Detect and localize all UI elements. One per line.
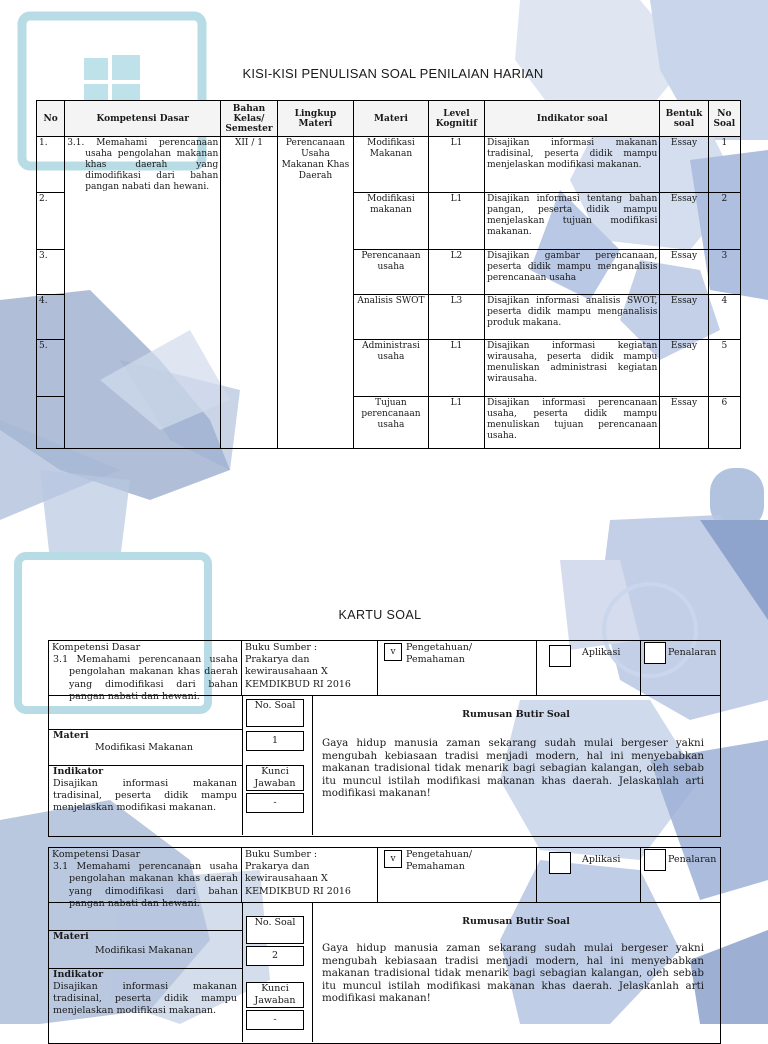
header-bahan: Bahan Kelas/ Semester: [221, 101, 277, 137]
buku-text: Prakarya dan kewirausahaan X KEMDIKBUD RI 2016: [245, 861, 351, 897]
option-aplikasi: Aplikasi: [582, 854, 621, 865]
nosoal-value: 2: [246, 946, 304, 966]
indikator-label: Indikator: [53, 969, 104, 980]
cell-nosoal: 1: [708, 137, 740, 193]
cell-indikator: Disajikan gambar perencanaan, peserta didik mampu menganalisis perencanaan usaha: [485, 250, 660, 295]
header-level: Level Kognitif: [428, 101, 484, 137]
cell-kd: 3.1. Memahami perencanaan usaha pengolahan makanan khas daerah yang dimodifikasi dari bahan pangan nabati dan hewani.: [65, 137, 221, 449]
left-info-column: [49, 902, 243, 1042]
card-top-row: [49, 641, 720, 702]
indikator-label: Indikator: [53, 766, 104, 777]
kd-label: Kompetensi Dasar: [52, 849, 141, 860]
cell-indikator: Disajikan informasi tentang bahan pangan, peserta didik mampu menjelaskan tujuan modifikasi makanan.: [485, 193, 660, 250]
kisi-kisi-table: [36, 100, 741, 449]
cell-bahan: XII / 1: [221, 137, 277, 449]
cell-level: L1: [428, 340, 484, 397]
cell-no: 2.: [37, 193, 65, 250]
cell-no: 1.: [37, 137, 65, 193]
cell-bentuk: Essay: [660, 193, 708, 250]
cell-level: L1: [428, 193, 484, 250]
kartu-soal-card-1: [48, 640, 721, 837]
page-title: KISI-KISI PENULISAN SOAL PENILAIAN HARIAN: [242, 66, 544, 81]
cell-materi: Tujuan perencanaan usaha: [354, 397, 429, 449]
cognitive-options: [378, 848, 720, 902]
nosoal-label: No. Soal: [246, 916, 304, 944]
card-bottom-row: [49, 695, 720, 835]
rumusan-title: Rumusan Butir Soal: [462, 916, 570, 927]
cell-materi: Administrasi usaha: [354, 340, 429, 397]
option-pengetahuan: Pengetahuan/ Pemahaman: [406, 642, 473, 665]
rumusan-column: [312, 902, 720, 1042]
cell-no: 4.: [37, 295, 65, 340]
kd-label: Kompetensi Dasar: [52, 642, 141, 653]
cell-materi: Modifikasi makanan: [354, 193, 429, 250]
indikator-text: Disajikan informasi makanan tradisinal, peserta didik mampu menjelaskan modifikasi makanan.: [53, 778, 237, 814]
divider: [640, 641, 641, 695]
cell-indikator: Disajikan informasi perencanaan usaha, peserta didik mampu menuliskan tujuan perencanaan usaha.: [485, 397, 660, 449]
cognitive-options: [378, 641, 720, 695]
materi-text: Modifikasi Makanan: [95, 945, 193, 956]
check-penalaran[interactable]: [644, 849, 666, 871]
cell-bentuk: Essay: [660, 340, 708, 397]
rumusan-column: [312, 695, 720, 835]
option-aplikasi: Aplikasi: [582, 647, 621, 658]
card-bottom-row: [49, 902, 720, 1042]
divider: [640, 848, 641, 902]
check-pengetahuan[interactable]: v: [384, 643, 402, 661]
cell-materi: Perencanaan usaha: [354, 250, 429, 295]
table-row: [37, 137, 741, 193]
kunci-label: Kunci Jawaban: [246, 765, 304, 791]
header-bentuk: Bentuk soal: [660, 101, 708, 137]
cell-no: 5.: [37, 340, 65, 397]
cell-nosoal: 3: [708, 250, 740, 295]
rumusan-text: Gaya hidup manusia zaman sekarang sudah mulai bergeser yakni mengubah kebiasaan tradisi menjadi modern, hal ini menyebabkan makanan tradisional tidak menarik bagi sebagian kalangan, oleh sebab itu muncul istilah modifikasi makanan khas daerah. Jelaskanlah arti modifikasi makanan!: [322, 942, 704, 1005]
cell-materi: Modifikasi Makanan: [354, 137, 429, 193]
indikator-text: Disajikan informasi makanan tradisinal, peserta didik mampu menjelaskan modifikasi makanan.: [53, 981, 237, 1017]
cell-nosoal: 5: [708, 340, 740, 397]
buku-cell: [242, 641, 378, 695]
rumusan-title: Rumusan Butir Soal: [462, 709, 570, 720]
header-materi: Materi: [354, 101, 429, 137]
kd-text: 3.1 Memahami perencanaan usaha pengolahan makanan khas daerah yang dimodifikasi dari bahan pangan nabati dan hewani.: [53, 861, 238, 909]
kunci-value: -: [246, 793, 304, 813]
check-pengetahuan[interactable]: v: [384, 850, 402, 868]
header-kd: Kompetensi Dasar: [65, 101, 221, 137]
cell-bentuk: Essay: [660, 295, 708, 340]
divider: [536, 848, 537, 902]
cell-bentuk: Essay: [660, 250, 708, 295]
header-lingkup: Lingkup Materi: [277, 101, 354, 137]
option-penalaran: Penalaran: [668, 647, 717, 658]
header-indikator: Indikator soal: [485, 101, 660, 137]
option-penalaran: Penalaran: [668, 854, 717, 865]
cell-level: L3: [428, 295, 484, 340]
cell-nosoal: 6: [708, 397, 740, 449]
nosoal-column: [242, 695, 313, 835]
kd-cell: [49, 641, 242, 702]
cell-indikator: Disajikan informasi makanan tradisinal, peserta didik mampu menjelaskan modifikasi makanan.: [485, 137, 660, 193]
materi-label: Materi: [53, 931, 89, 942]
kunci-label: Kunci Jawaban: [246, 982, 304, 1008]
materi-text: Modifikasi Makanan: [95, 742, 193, 753]
left-info-column: [49, 695, 243, 835]
kunci-value: -: [246, 1010, 304, 1030]
cell-level: L1: [428, 137, 484, 193]
kd-text: 3.1 Memahami perencanaan usaha pengolahan makanan khas daerah yang dimodifikasi dari bahan pangan nabati dan hewani.: [53, 654, 238, 702]
option-pengetahuan: Pengetahuan/ Pemahaman: [406, 849, 473, 872]
cell-indikator: Disajikan informasi analisis SWOT, peserta didik mampu menganalisis produk makana.: [485, 295, 660, 340]
table-header-row: [37, 101, 741, 137]
header-no: No: [37, 101, 65, 137]
kartu-soal-title: KARTU SOAL: [338, 608, 422, 622]
header-nosoal: No Soal: [708, 101, 740, 137]
cell-level: L2: [428, 250, 484, 295]
cell-bentuk: Essay: [660, 137, 708, 193]
cell-lingkup: Perencanaan Usaha Makanan Khas Daerah: [277, 137, 354, 449]
nosoal-label: No. Soal: [246, 699, 304, 727]
buku-label: Buku Sumber :: [245, 642, 318, 653]
card-top-row: [49, 848, 720, 909]
nosoal-value: 1: [246, 731, 304, 751]
cell-nosoal: 4: [708, 295, 740, 340]
cell-materi: Analisis SWOT: [354, 295, 429, 340]
buku-label: Buku Sumber :: [245, 849, 318, 860]
buku-text: Prakarya dan kewirausahaan X KEMDIKBUD RI 2016: [245, 654, 351, 690]
cell-no: [37, 397, 65, 449]
kd-cell: [49, 848, 242, 909]
divider: [536, 641, 537, 695]
buku-cell: [242, 848, 378, 902]
check-penalaran[interactable]: [644, 642, 666, 664]
kartu-soal-card-2: [48, 847, 721, 1044]
nosoal-column: [242, 902, 313, 1042]
cell-indikator: Disajikan informasi kegiatan wirausaha, peserta didik mampu menuliskan administrasi kegiatan wirausaha.: [485, 340, 660, 397]
cell-bentuk: Essay: [660, 397, 708, 449]
rumusan-text: Gaya hidup manusia zaman sekarang sudah mulai bergeser yakni mengubah kebiasaan tradisi menjadi modern, hal ini menyebabkan makanan tradisional tidak menarik bagi sebagian kalangan, oleh sebab itu muncul istilah modifikasi makanan khas daerah. Jelaskanlah arti modifikasi makanan!: [322, 737, 704, 800]
cell-nosoal: 2: [708, 193, 740, 250]
cell-no: 3.: [37, 250, 65, 295]
check-aplikasi[interactable]: [549, 645, 571, 667]
check-aplikasi[interactable]: [549, 852, 571, 874]
cell-level: L1: [428, 397, 484, 449]
materi-label: Materi: [53, 730, 89, 741]
